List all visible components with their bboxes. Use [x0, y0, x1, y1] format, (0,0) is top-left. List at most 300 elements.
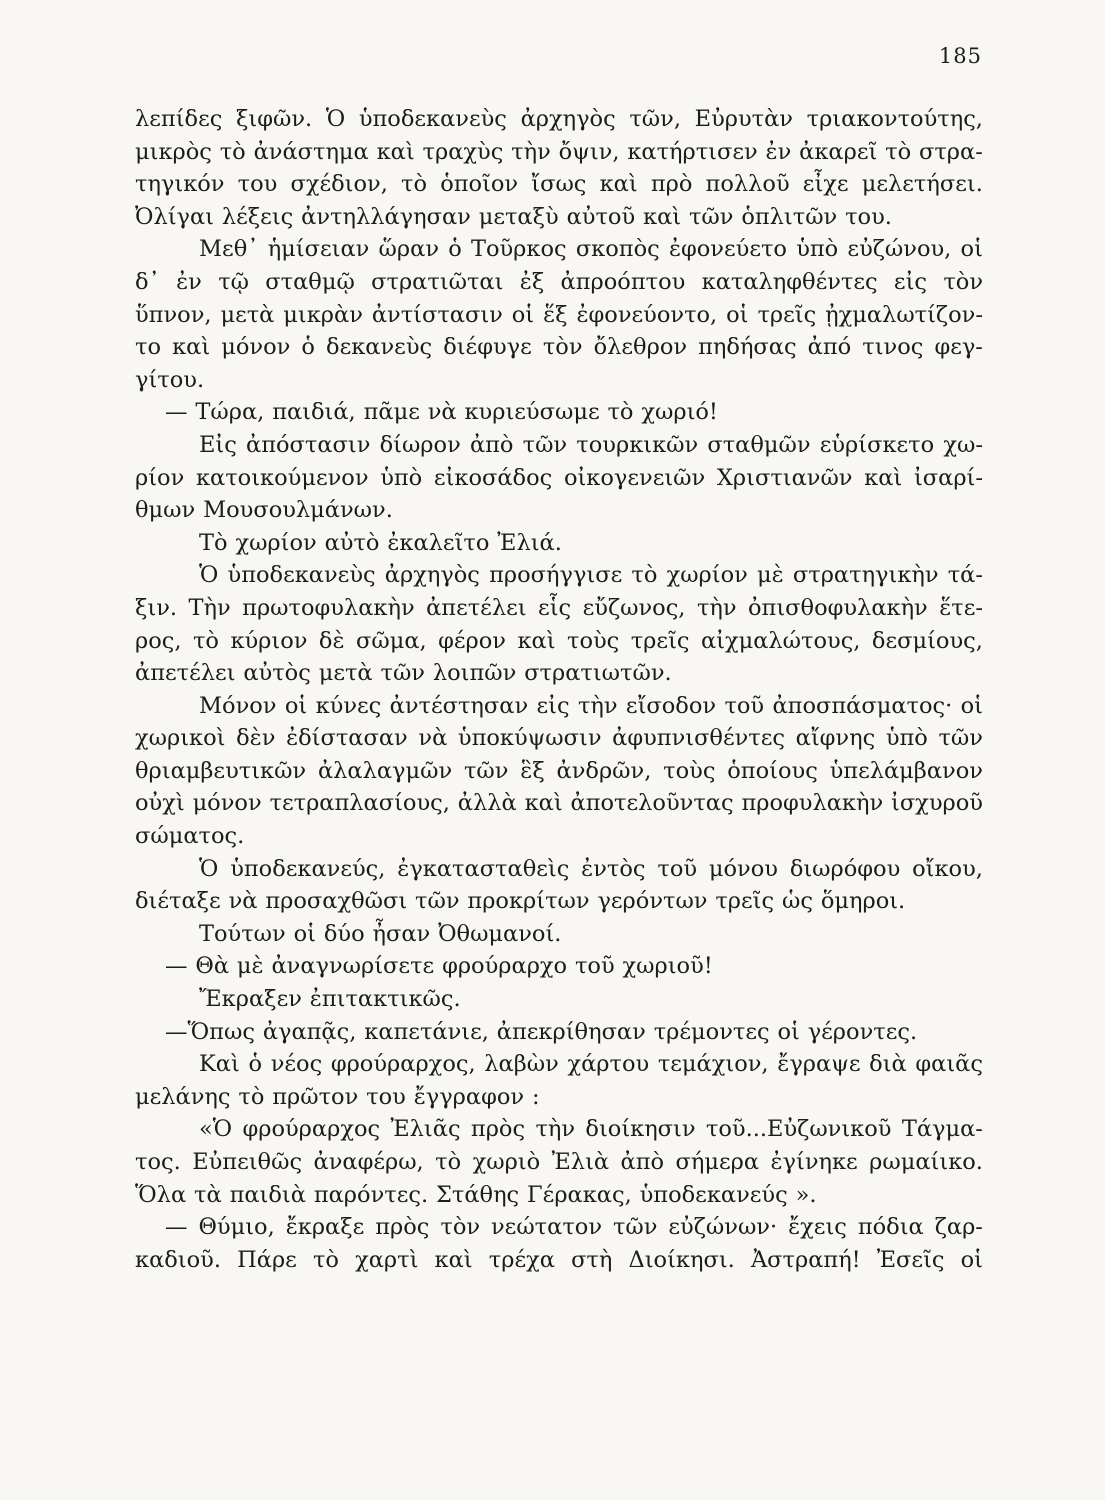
word: οἱ — [777, 1018, 800, 1045]
word: καὶ — [172, 334, 211, 361]
word: Ὁ — [325, 106, 346, 132]
word: καὶ — [643, 203, 682, 230]
word: — — [165, 1214, 188, 1241]
word: ἀπόστασιν — [246, 431, 371, 458]
word: προσήγγισε — [489, 562, 623, 589]
text-line — [135, 950, 983, 983]
word: γέροντες. — [807, 1018, 918, 1045]
word: Ἐλιὰ — [551, 1149, 610, 1175]
word: χωριοῦ! — [622, 953, 713, 980]
word: τοὺς — [567, 627, 620, 654]
word: ἴσως — [531, 171, 587, 198]
word: ὑποδεκανεύς — [639, 1181, 788, 1208]
word: οἱ — [511, 301, 535, 328]
word: τηγικόν — [135, 171, 225, 198]
word: τετραπλασίους, — [269, 790, 450, 817]
word: ὀπισθοφυλακὴν — [748, 594, 928, 621]
word: Εἰς — [199, 431, 237, 458]
word: διὰ — [869, 1051, 907, 1078]
word: αἴφνης — [795, 725, 876, 752]
word: ὁ — [301, 334, 315, 361]
word: πᾶμε — [363, 399, 420, 426]
word: ἔγραψε — [777, 1051, 861, 1078]
word: χαρτὶ — [355, 1246, 419, 1273]
word: πρὸς — [470, 1116, 526, 1143]
word: παιδιά, — [272, 399, 356, 426]
word: δεκανεὺς — [326, 334, 433, 361]
word: μικρὸς — [135, 138, 212, 165]
word: χωρίον — [235, 529, 317, 556]
word: τοὺς — [663, 757, 716, 784]
text-line — [135, 625, 983, 658]
text-line — [135, 559, 983, 592]
word: σώματος. — [135, 823, 245, 850]
word: τὰ — [194, 1181, 222, 1208]
word: ὁ — [448, 236, 462, 263]
word: — — [165, 399, 188, 426]
word: τὸ — [885, 138, 912, 165]
word: Τούτων — [199, 920, 286, 947]
word: ἐκαλεῖτο — [387, 529, 490, 556]
word: ὄψιν, — [558, 138, 620, 165]
word: τὸν — [542, 334, 583, 361]
word: λοιπῶν — [432, 660, 517, 687]
word: μελάνης — [135, 1083, 231, 1110]
word: του. — [845, 203, 892, 230]
word: τὸν — [943, 268, 983, 295]
word: λέξεις — [221, 203, 294, 230]
word: : — [531, 1083, 540, 1110]
word: ὁπλιτῶν — [741, 203, 838, 230]
text-line — [135, 364, 983, 397]
word: πρὸς — [375, 1214, 430, 1241]
word: τοῦ — [657, 855, 698, 882]
word: καὶ — [524, 790, 563, 817]
word: τρεῖς — [757, 301, 817, 328]
word: μικρὰν — [283, 301, 363, 328]
word: κατήρτισεν — [627, 138, 758, 165]
word: πόδια — [857, 1214, 924, 1241]
word: ἐν — [176, 268, 202, 295]
word: Θύμιο, — [198, 1214, 275, 1241]
word: Τάγμα- — [901, 1116, 983, 1143]
text-line — [135, 722, 983, 755]
word: ἦσαν — [372, 920, 431, 947]
word: ἀνάστημα — [253, 138, 369, 165]
word: ἀγαπᾷς, — [262, 1018, 357, 1045]
word: δίωρον — [379, 431, 461, 458]
word: ξιφῶν. — [236, 106, 313, 132]
word: φρούραρχος, — [330, 1051, 476, 1078]
word: κύνες — [315, 692, 382, 719]
word: καὶ — [376, 138, 415, 165]
word: ἀπετέλει — [426, 594, 527, 621]
word: τὸ — [435, 1149, 462, 1175]
word: Τὴν — [188, 594, 231, 621]
word: ἀναγνωρίσετε — [271, 953, 435, 980]
word: ρίον — [135, 464, 185, 491]
word: Ἔκραξεν — [199, 986, 302, 1013]
word: Μόνον — [199, 692, 277, 719]
word: δὲ — [318, 627, 345, 654]
word: ἀποτελοῦντας — [570, 790, 734, 817]
word: μόνον — [192, 790, 262, 817]
word: τῶν — [522, 431, 568, 458]
word: τὸ — [312, 1246, 339, 1273]
word: Ἐσεῖς — [876, 1246, 945, 1273]
word: καὶ — [434, 1246, 473, 1273]
word: ἐγίνηκε — [770, 1149, 858, 1175]
word: στρα- — [919, 138, 983, 165]
word: μόνον — [221, 334, 291, 361]
word: τρέχα — [488, 1246, 555, 1273]
word: του — [366, 1083, 406, 1110]
word: στρατηγικὴν — [792, 562, 939, 589]
word: ὅμηροι. — [820, 888, 906, 915]
word: ἐντὸς — [581, 855, 646, 882]
word: Ὀθωμανοί. — [438, 920, 562, 947]
word: δεσμίους, — [871, 627, 983, 654]
word: εἰκοσάδος — [433, 464, 553, 491]
word: τὸ — [192, 627, 219, 654]
word: Μουσουλμάνων. — [203, 497, 393, 524]
word: τινος — [862, 334, 924, 361]
word: οὐχὶ — [135, 790, 185, 817]
word: αὐτοῦ — [566, 203, 636, 230]
text-line — [135, 527, 983, 560]
word: τὸ — [238, 1083, 265, 1110]
word: οἱ — [726, 301, 749, 328]
word: ἀκαρεῖ — [799, 138, 878, 165]
word: διέφυγε — [443, 334, 532, 361]
word: ἐδίστασαν — [286, 725, 408, 752]
word: τῶν — [463, 757, 509, 784]
word: αὐτὸς — [243, 660, 311, 687]
word: ἓξ — [520, 757, 545, 784]
word: οἴκου, — [912, 855, 983, 882]
text-line — [135, 657, 983, 690]
word: εἴσοδον — [625, 692, 717, 719]
text-line — [135, 690, 983, 723]
word: χωριὸ — [472, 1149, 541, 1175]
word: εὐζώνου, — [847, 236, 952, 263]
word: ὑποδεκανεὺς — [227, 562, 376, 589]
word: το — [135, 334, 161, 361]
word: Τὸ — [199, 529, 228, 556]
text-line — [135, 1244, 983, 1277]
text-line — [135, 103, 983, 136]
word: αὐτὸ — [324, 529, 380, 556]
word: εἷς — [538, 594, 572, 621]
word: ζαρ- — [934, 1214, 983, 1241]
word: σταθμῷ — [265, 268, 355, 295]
word: νὰ — [427, 399, 457, 426]
word: καπετάνιε, — [364, 1018, 489, 1045]
word: οἱ — [960, 236, 983, 263]
word: τουρκικῶν — [576, 431, 699, 458]
word: πρωτοφυλακὴν — [242, 594, 415, 621]
word: νεώτατον — [491, 1214, 602, 1241]
text-line — [135, 1048, 983, 1081]
word: κυριεύσωμε — [464, 399, 600, 426]
word: Εὐπειθῶς — [192, 1149, 303, 1175]
word: νὰ — [418, 725, 448, 752]
word: ἐξ — [519, 268, 545, 295]
word: νὰ — [228, 888, 258, 915]
word: σχέδιον, — [290, 171, 388, 198]
text-line — [135, 168, 983, 201]
text-line — [135, 885, 983, 918]
word: τοῦ — [574, 953, 615, 980]
word: γερόντων — [597, 888, 708, 915]
text-line — [135, 820, 983, 853]
word: λαβὼν — [484, 1051, 559, 1078]
text-line — [135, 299, 983, 332]
word: ὁποίους — [727, 757, 818, 784]
word: στρατιωτῶν. — [524, 660, 672, 687]
page-number: 185 — [938, 44, 982, 68]
word: τος. — [135, 1149, 181, 1175]
word: τῷ — [218, 268, 249, 295]
word: καὶ — [599, 171, 638, 198]
word: τῶν — [380, 660, 425, 687]
text-line — [135, 1211, 983, 1244]
word: τοῦ...Εὐζωνικοῦ — [705, 1116, 892, 1143]
word: διέταξε — [135, 888, 221, 915]
word: εὑρίσκετο — [819, 431, 935, 458]
word: σκοπὸς — [575, 236, 660, 263]
word: —Ὅπως — [165, 1018, 255, 1045]
word: ὡς — [781, 888, 813, 915]
word: ἐφονεύοντο, — [576, 301, 718, 328]
word: τὸν — [440, 1214, 481, 1241]
word: προκρίτων — [467, 888, 590, 915]
word: «Ὁ — [199, 1116, 233, 1143]
word: ρος, — [135, 627, 182, 654]
word: Πάρε — [237, 1246, 297, 1273]
word: τραχὺς — [422, 138, 504, 165]
text-line — [135, 787, 983, 820]
text-line — [135, 331, 983, 364]
word: ἀντέστησαν — [389, 692, 529, 719]
word: ἕξ — [543, 301, 568, 328]
word: μελετήσει. — [861, 171, 983, 198]
word: πρῶτον — [272, 1083, 359, 1110]
word: ἀποσπάσματος· — [772, 692, 953, 719]
word: ὥραν — [378, 236, 439, 263]
word: διοίκησιν — [585, 1116, 696, 1143]
word: ὑποκύψωσιν — [457, 725, 602, 752]
word: θμων — [135, 497, 196, 524]
word: τεμάχιον, — [657, 1051, 769, 1078]
word: τὴν — [511, 138, 551, 165]
word: Γέρακας, — [527, 1181, 632, 1208]
word: ὑπὸ — [380, 464, 423, 491]
word: τὸ — [401, 171, 428, 198]
word: οἱ — [293, 920, 316, 947]
word: μετὰ — [220, 301, 275, 328]
word: Ἐλιᾶς — [390, 1116, 461, 1143]
body-text — [135, 103, 983, 1276]
word: κατοικούμενον — [195, 464, 369, 491]
word: τὴν — [577, 692, 618, 719]
text-line — [135, 396, 983, 429]
word: Εὐρυτὰν — [694, 106, 793, 132]
word: Στάθης — [435, 1181, 520, 1208]
word: τὴν — [535, 1116, 576, 1143]
word: ἐγκατασταθεὶς — [397, 855, 570, 882]
word: φαιᾶς — [915, 1051, 983, 1078]
word: πρὸ — [650, 171, 693, 198]
word: εἰς — [893, 268, 928, 295]
text-line — [135, 266, 983, 299]
word: τρεῖς — [715, 888, 775, 915]
word: σταθμῶν — [707, 431, 811, 458]
word: καδιοῦ. — [135, 1246, 222, 1273]
word: ἀρχηγὸς — [384, 562, 480, 589]
word: νέος — [270, 1051, 323, 1078]
word: τὸ — [219, 138, 246, 165]
word: φεγ- — [934, 334, 983, 361]
word: ὑπελάμβανον — [829, 757, 983, 784]
word: χωρίον — [666, 562, 748, 589]
text-line — [135, 136, 983, 169]
word: ρωμαίικο. — [869, 1149, 983, 1175]
word: ἀφυπνισθέντες — [612, 725, 786, 752]
word: ἀλλὰ — [457, 790, 517, 817]
word: ἀπροόπτου — [560, 268, 686, 295]
text-line — [135, 462, 983, 495]
word: ξιν. — [135, 594, 178, 621]
word: τριακοντούτης, — [806, 106, 983, 132]
word: οἱ — [960, 1246, 983, 1273]
word: του — [237, 171, 278, 198]
word: φρούραρχο — [442, 953, 568, 980]
text-line — [135, 1146, 983, 1179]
word: Καὶ — [199, 1051, 240, 1078]
word: ἀπό — [807, 334, 852, 361]
word: χωριό! — [641, 399, 718, 426]
word: ᾐχμαλωτίζον- — [825, 301, 983, 328]
word: Ὀλίγαι — [135, 203, 214, 230]
word: αἰχμαλώτους, — [700, 627, 861, 654]
word: οἱ — [960, 692, 983, 719]
text-line — [135, 494, 983, 527]
word: τά- — [947, 562, 983, 589]
word: ἐφονεύετο — [668, 236, 787, 263]
word: τρέμοντες — [653, 1018, 770, 1045]
word: ὑπὸ — [885, 725, 928, 752]
word: τῶν — [688, 203, 734, 230]
word: — — [165, 953, 188, 980]
word: ἔγγραφον — [413, 1083, 525, 1110]
word: Ἀστραπή! — [750, 1246, 861, 1273]
word: Ἐλιά. — [497, 529, 562, 556]
word: φέρον — [438, 627, 506, 654]
word: σήμερα — [675, 1149, 760, 1175]
word: Διοίκησι. — [628, 1246, 735, 1273]
word: ἡμίσειαν — [267, 236, 370, 263]
word: ὁποῖον — [440, 171, 519, 198]
text-line — [135, 233, 983, 266]
word: σῶμα, — [355, 627, 427, 654]
word: χάρτου — [567, 1051, 650, 1078]
text-line — [135, 1113, 983, 1146]
word: γίτου. — [135, 366, 205, 393]
word: Τώρα, — [195, 399, 265, 426]
word: ἀνδρῶν, — [556, 757, 652, 784]
word: ὑποδεκανεὺς — [358, 106, 507, 132]
word: ὕπνον, — [135, 301, 212, 328]
word: εὐζώνων· — [668, 1214, 778, 1241]
word: τὸ — [631, 562, 658, 589]
word: μόνου — [708, 855, 778, 882]
text-line — [135, 429, 983, 462]
text-line — [135, 755, 983, 788]
word: λεπίδες — [135, 106, 223, 132]
word: Ὅλα — [135, 1181, 187, 1208]
word: Τοῦρκος — [470, 236, 567, 263]
word: οἱ — [284, 692, 308, 719]
word: ἰσχυροῦ — [891, 790, 983, 817]
text-line — [135, 1081, 983, 1114]
word: Θὰ — [195, 953, 230, 980]
word: καὶ — [864, 464, 903, 491]
word: ἀναφέρω, — [313, 1149, 424, 1175]
word: καταληφθέντες — [701, 268, 878, 295]
word: ἀλαλαγμῶν — [317, 757, 453, 784]
word: ἀρχηγὸς — [520, 106, 616, 132]
word: εἶχε — [802, 171, 849, 198]
text-line — [135, 201, 983, 234]
word: στὴ — [571, 1246, 613, 1273]
word: στρατιῶται — [371, 268, 504, 295]
word: τρεῖς — [630, 627, 690, 654]
word: παιδιὰ — [229, 1181, 306, 1208]
word: ἔχεις — [788, 1214, 847, 1241]
word: μεταξὺ — [478, 203, 559, 230]
word: τὸ — [607, 399, 634, 426]
word: τῶν — [612, 1214, 658, 1241]
word: τοῦ — [724, 692, 765, 719]
word: ἀπετέλει — [135, 660, 236, 687]
text-line — [135, 983, 983, 1016]
word: ἀντηλλάγησαν — [301, 203, 471, 230]
word: διωρόφου — [789, 855, 901, 882]
text-line — [135, 1016, 983, 1049]
word: τῶν, — [629, 106, 681, 132]
text-line — [135, 592, 983, 625]
word: ἐν — [765, 138, 792, 165]
word: εὔζωνος, — [582, 594, 686, 621]
word: καὶ — [517, 627, 556, 654]
word: ἰσαρί- — [913, 464, 983, 491]
text-line — [135, 1179, 983, 1212]
word: τῶν — [415, 888, 460, 915]
word: μὲ — [757, 562, 784, 589]
word: κύριον — [230, 627, 308, 654]
word: ὄλεθρον — [593, 334, 688, 361]
word: Μεθ᾽ — [199, 236, 259, 263]
word: ἀπὸ — [469, 431, 514, 458]
word: ὑποδεκανεύς, — [230, 855, 386, 882]
word: Ὁ — [199, 855, 219, 882]
word: ἀπὸ — [620, 1149, 665, 1175]
word: δ᾽ — [135, 268, 160, 295]
text-line — [135, 853, 983, 886]
word: ἕτε- — [939, 594, 983, 621]
word: μὲ — [236, 953, 264, 980]
